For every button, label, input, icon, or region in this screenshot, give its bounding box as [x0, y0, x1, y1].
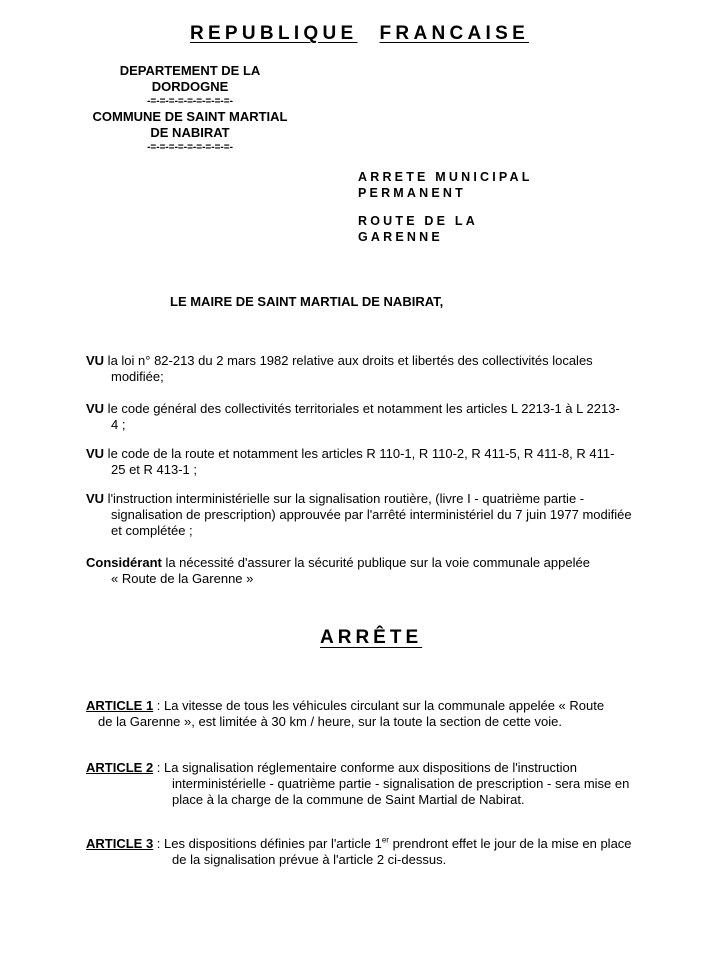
article-text: place à la charge de la commune de Saint Martial de Nabirat. [172, 792, 525, 807]
article-text: de la Garenne », est limitée à 30 km / heure, sur la toute la section de cette voie. [98, 714, 562, 729]
article-label: ARTICLE 2 [86, 760, 154, 775]
visa-text: le code général des collectivités territoriales et notamment les articles L 2213-1 à L 2213- [104, 401, 620, 416]
article-text: prendront effet le jour de la mise en place [388, 836, 632, 851]
commune-line2: DE NABIRAT [150, 125, 230, 140]
article-text: interministérielle - quatrième partie - signalisation de prescription - sera mise en [172, 776, 630, 791]
visa-paragraph [86, 446, 634, 478]
visa-text: et complétée ; [111, 523, 193, 538]
maire-heading: LE MAIRE DE SAINT MARTIAL DE NABIRAT, [170, 294, 444, 309]
commune-line1: COMMUNE DE SAINT MARTIAL [92, 109, 288, 124]
article-superscript: er [381, 835, 389, 845]
arrete-heading: ARRÊTE [320, 627, 423, 648]
separator-line: -=-=-=-=-=-=-=-=-=- [147, 142, 233, 153]
article-text: de la signalisation prévue à l'article 2 ci-dessus. [172, 852, 447, 867]
administrative-header [80, 63, 300, 155]
visa-lead: VU [86, 353, 105, 368]
visa-lead: VU [86, 401, 105, 416]
visa-text: signalisation de prescription) approuvée par l'arrêté interministériel du 7 juin 1977 modifiée [111, 507, 632, 522]
visa-lead: VU [86, 446, 105, 461]
visa-text: 4 ; [111, 417, 126, 432]
title-word-francaise: FRANCAISE [379, 23, 530, 44]
article-label: ARTICLE 1 [86, 698, 154, 713]
title-word-republique: REPUBLIQUE [189, 23, 358, 44]
article-3 [86, 836, 636, 868]
visa-text: le code de la route et notamment les articles R 110-1, R 110-2, R 411-5, R 411-8, R 411- [104, 446, 615, 461]
considerant-text: la nécessité d'assurer la sécurité publique sur la voie communale appelée [161, 555, 590, 570]
article-label: ARTICLE 3 [86, 836, 154, 851]
visa-text: l'instruction interministérielle sur la signalisation routière, (livre I - quatrième partie - [104, 491, 585, 506]
arrete-type-block [358, 170, 533, 245]
article-1 [86, 698, 636, 730]
visa-text: la loi n° 82-213 du 2 mars 1982 relative aux droits et libertés des collectivités locales [104, 353, 593, 368]
article-text: : Les dispositions définies par l'article 1 [153, 836, 382, 851]
arrete-type-line1: ARRETE MUNICIPAL [358, 170, 533, 184]
visa-text: 25 et R 413-1 ; [111, 462, 197, 477]
considerant-text: « Route de la Garenne » [111, 571, 254, 586]
article-2 [86, 760, 636, 808]
visa-paragraph [86, 491, 634, 539]
article-text: : La signalisation réglementaire conforme aux dispositions de l'instruction [153, 760, 577, 775]
considerant-paragraph [86, 555, 634, 587]
visa-paragraph [86, 353, 634, 385]
arrete-type-line2: PERMANENT [358, 185, 466, 200]
departement-line1: DEPARTEMENT DE LA [119, 63, 261, 78]
separator-line: -=-=-=-=-=-=-=-=-=- [147, 96, 233, 107]
article-text: : La vitesse de tous les véhicules circulant sur la communale appelée « Route [153, 698, 605, 713]
considerant-lead: Considérant [86, 555, 162, 570]
departement-line2: DORDOGNE [151, 79, 229, 94]
republique-francaise-title [0, 23, 719, 45]
arrete-subject-line2: GARENNE [358, 229, 443, 244]
visa-paragraph [86, 401, 634, 433]
arrete-subject-line1: ROUTE DE LA [358, 214, 478, 228]
visa-text: modifiée; [111, 369, 164, 384]
visa-lead: VU [86, 491, 105, 506]
